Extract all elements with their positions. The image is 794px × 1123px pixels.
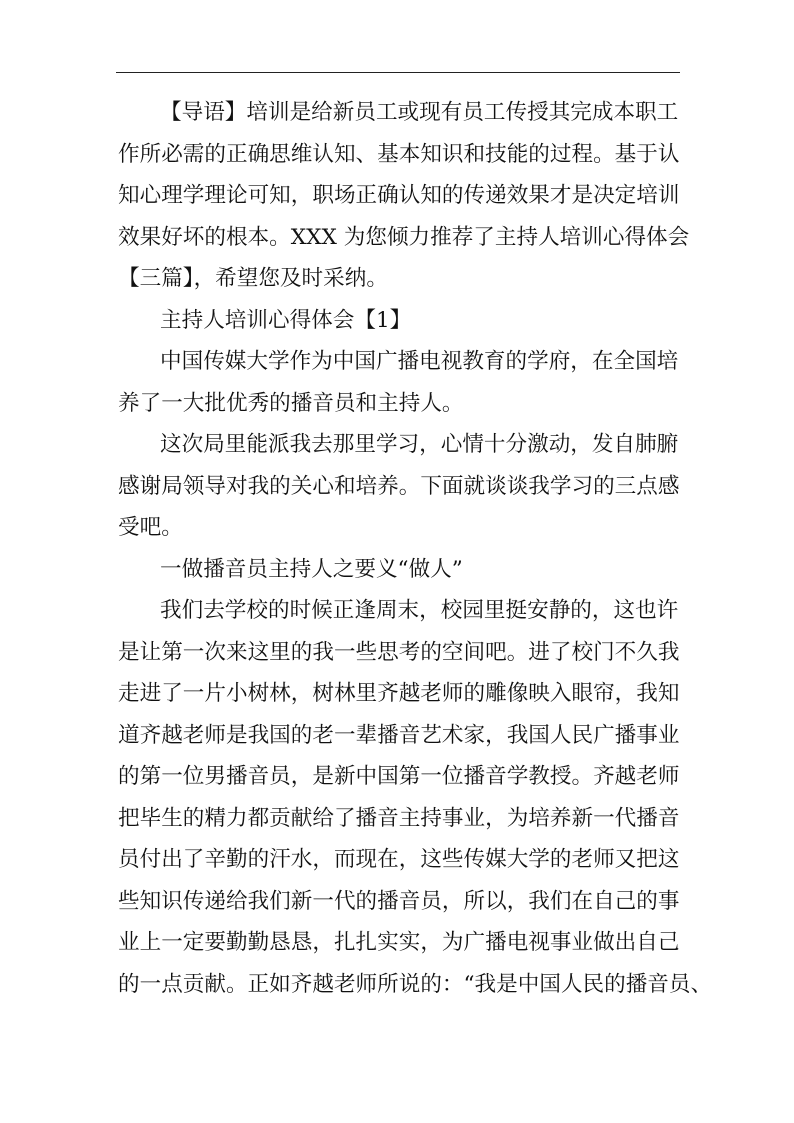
paragraph-line: 道齐越老师是我国的老一辈播音艺术家，我国人民广播事业 — [118, 722, 680, 748]
paragraph-line: 是让第一次来这里的我一些思考的空间吧。进了校门不久我 — [118, 639, 680, 665]
paragraph-line: 员付出了辛勤的汗水，而现在，这些传媒大学的老师又把这 — [118, 847, 680, 872]
intro-line-4: 效果好坏的根本。XXX 为您倾力推荐了主持人培训心得体会 — [118, 224, 690, 250]
paragraph-line: 养了一大批优秀的播音员和主持人。 — [118, 390, 464, 416]
paragraph-line: 受吧。 — [118, 515, 183, 540]
paragraph-line: 我们去学校的时候正逢周末，校园里挺安静的，这也许 — [160, 598, 679, 623]
subheading-1: 一做播音员主持人之要义“做人” — [160, 556, 463, 582]
document-body — [118, 92, 713, 1005]
paragraph-line: 感谢局领导对我的关心和培养。下面就谈谈我学习的三点感 — [118, 473, 680, 499]
paragraph-line: 这次局里能派我去那里学习，心情十分激动，发自肺腑 — [160, 432, 679, 457]
intro-line-2: 作所必需的正确思维认知、基本知识和技能的过程。基于认 — [118, 141, 680, 167]
paragraph-line: 业上一定要勤勤恳恳，扎扎实实，为广播电视事业做出自己 — [118, 930, 680, 955]
paragraph-line: 的一点贡献。正如齐越老师所说的：“我是中国人民的播音员、 — [118, 971, 713, 997]
paragraph-line: 把毕生的精力都贡献给了播音主持事业，为培养新一代播音 — [118, 805, 680, 831]
section-heading-1: 主持人培训心得体会【1】 — [160, 307, 412, 333]
paragraph-line: 些知识传递给我们新一代的播音员，所以，我们在自己的事 — [118, 888, 680, 914]
paragraph-line: 走进了一片小树林，树林里齐越老师的雕像映入眼帘，我知 — [118, 681, 680, 706]
intro-line-5: 【三篇】，希望您及时采纳。 — [118, 266, 388, 291]
header-rule — [116, 72, 680, 73]
intro-line-3: 知心理学理论可知，职场正确认知的传递效果才是决定培训 — [118, 183, 680, 208]
paragraph-line: 中国传媒大学作为中国广播电视教育的学府，在全国培 — [160, 349, 679, 374]
intro-line-1: 【导语】培训是给新员工或现有员工传授其完成本职工 — [160, 100, 679, 125]
paragraph-line: 的第一位男播音员，是新中国第一位播音学教授。齐越老师 — [118, 764, 680, 789]
